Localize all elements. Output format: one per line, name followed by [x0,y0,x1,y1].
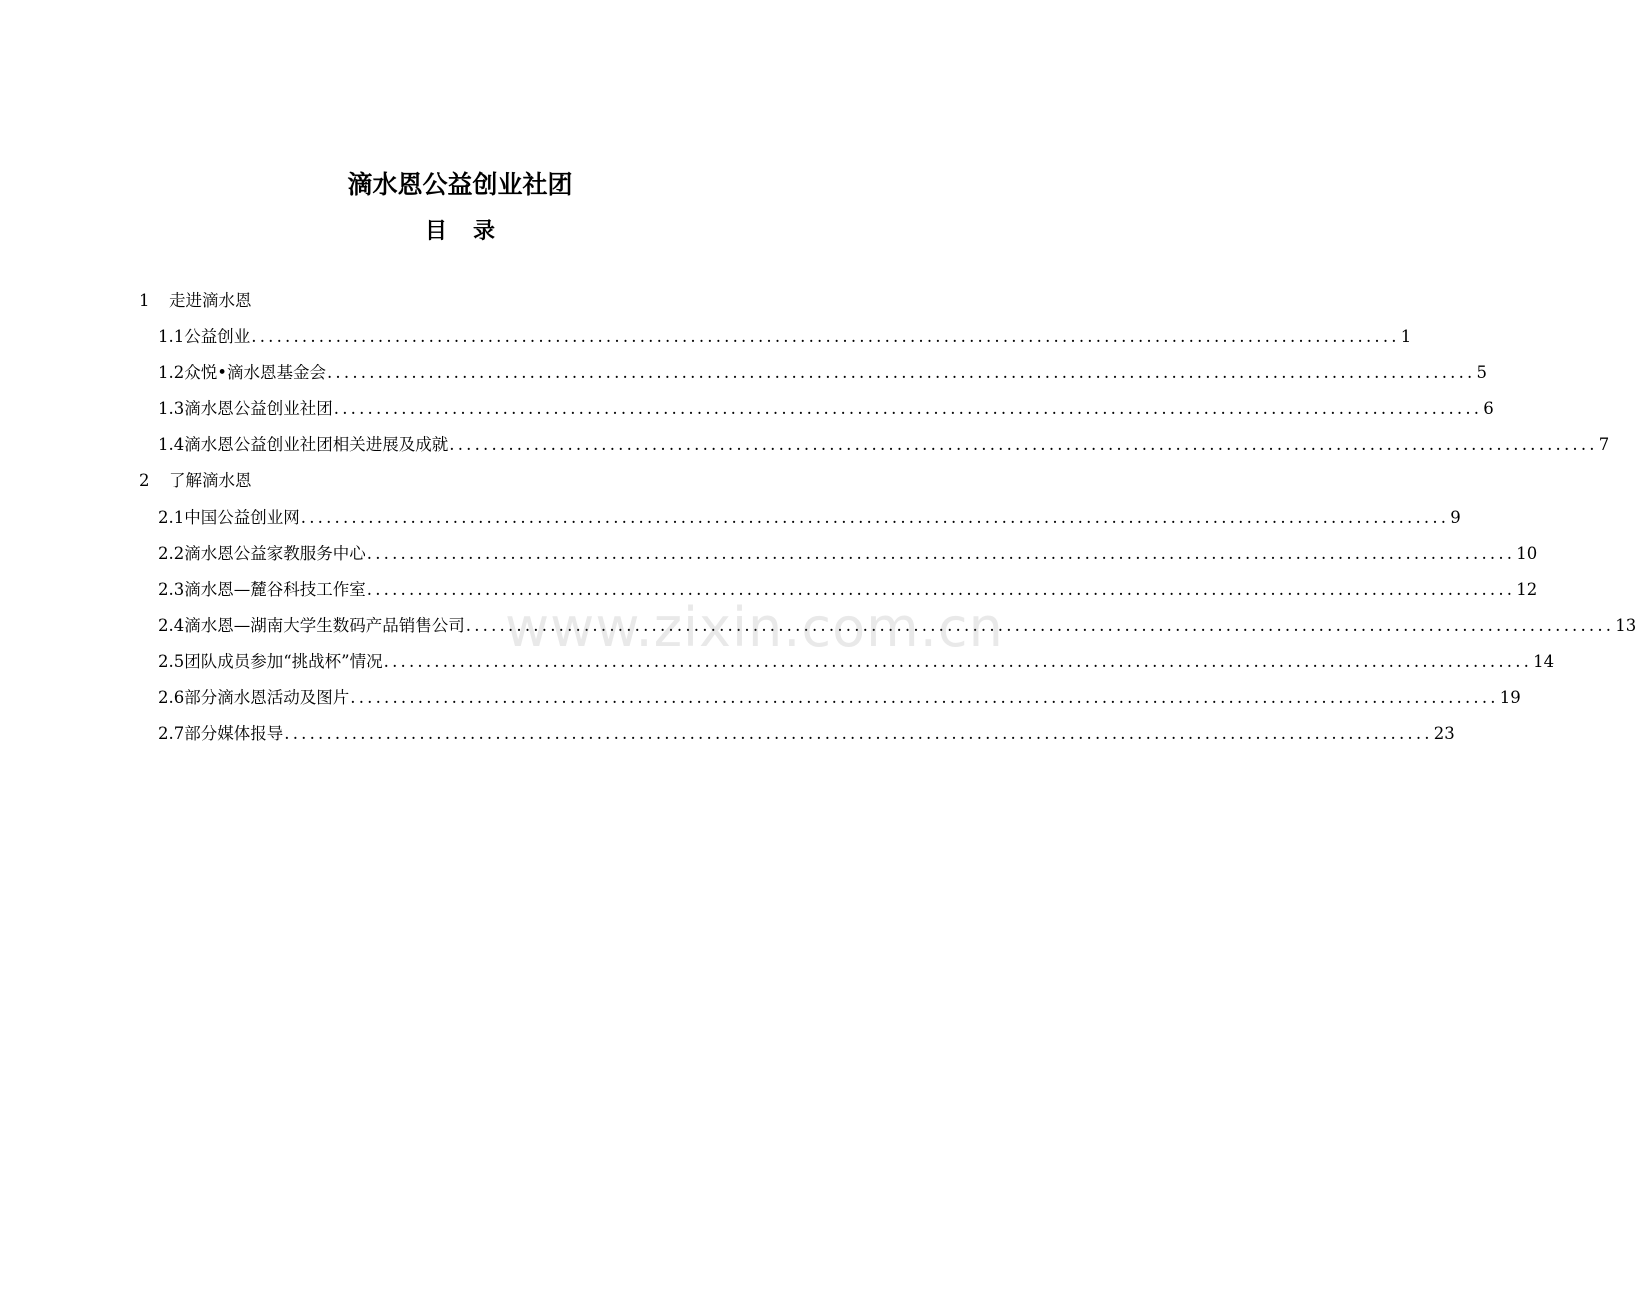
toc-leader-dots [449,427,1598,463]
toc-entry-title: 中国公益创业网 [184,507,300,527]
toc-entry-number: 2.7 [158,724,185,744]
toc-page-number: 23 [1433,724,1455,744]
toc-entry-1-1[interactable] [139,319,1412,355]
toc-chapter-title: 走进滴水恩 [169,291,252,310]
toc-entry-2-3[interactable] [139,572,1538,608]
toc-entry-2-7[interactable] [139,716,1455,752]
toc-entry-number: 2.3 [158,579,185,599]
toc-entry-2-2[interactable] [139,536,1538,572]
toc-entry-number: 2.4 [158,615,185,635]
toc-entry-number: 1.4 [158,435,185,455]
toc-page-number: 12 [1516,579,1538,599]
toc-entry-number: 1.3 [158,399,185,419]
toc-leader-dots [466,608,1615,644]
toc-page-number: 1 [1400,327,1412,347]
toc-page-number: 7 [1598,435,1610,455]
toc-page-number: 14 [1533,651,1555,671]
table-of-contents [139,283,1636,752]
toc-page-number: 9 [1450,507,1461,527]
toc-chapter-2[interactable] [139,463,782,499]
toc-entry-title: 滴水恩公益创业社团 [184,399,333,419]
toc-entry-number: 2.6 [158,688,185,708]
toc-entry-number: 2.1 [158,507,185,527]
toc-entry-title: 部分滴水恩活动及图片 [184,688,350,708]
toc-leader-dots [301,500,1450,536]
toc-entry-2-6[interactable] [139,680,1521,716]
toc-page-number: 10 [1516,543,1538,563]
toc-chapter-number: 1 [139,291,150,310]
toc-leader-dots [251,319,1400,355]
toc-leader-dots [367,536,1516,572]
toc-entry-2-5[interactable] [139,644,1555,680]
toc-entry-number: 2.5 [158,651,185,671]
toc-chapter-1[interactable] [139,283,782,319]
toc-entry-title: 公益创业 [184,327,251,347]
toc-chapter-number: 2 [139,471,150,491]
toc-entry-1-3[interactable] [139,391,1494,427]
toc-entry-1-2[interactable] [139,355,1487,391]
document-title: 滴水恩公益创业社团 [347,170,573,199]
toc-leader-dots [334,391,1483,427]
toc-leader-dots [327,355,1476,391]
toc-leader-dots [367,572,1516,608]
toc-entry-number: 1.1 [158,327,185,347]
toc-leader-dots [350,680,1499,716]
toc-entry-2-1[interactable] [139,500,1461,536]
toc-entry-title: 众悦•滴水恩基金会 [184,363,326,383]
toc-entry-number: 1.2 [158,363,185,383]
toc-entry-number: 2.2 [158,543,185,563]
toc-leader-dots [284,716,1433,752]
toc-entry-title: 团队成员参加“挑战杯”情况 [184,651,383,671]
watermark: www.zixin.com.cn [505,596,1004,659]
toc-page-number: 19 [1499,688,1521,708]
toc-entry-title: 滴水恩公益创业社团相关进展及成就 [184,435,449,455]
toc-entry-title: 滴水恩—湖南大学生数码产品销售公司 [184,615,465,635]
toc-entry-title: 部分媒体报导 [184,724,284,744]
toc-leader-dots [384,644,1533,680]
toc-entry-title: 滴水恩—麓谷科技工作室 [184,579,366,599]
toc-page-number: 5 [1476,363,1487,383]
toc-page-number: 13 [1615,615,1636,635]
toc-chapter-title: 了解滴水恩 [169,471,252,491]
toc-heading: 目录 [424,219,521,244]
toc-entry-title: 滴水恩公益家教服务中心 [184,543,366,563]
toc-entry-1-4[interactable] [139,427,1610,463]
toc-page-number: 6 [1483,399,1494,419]
